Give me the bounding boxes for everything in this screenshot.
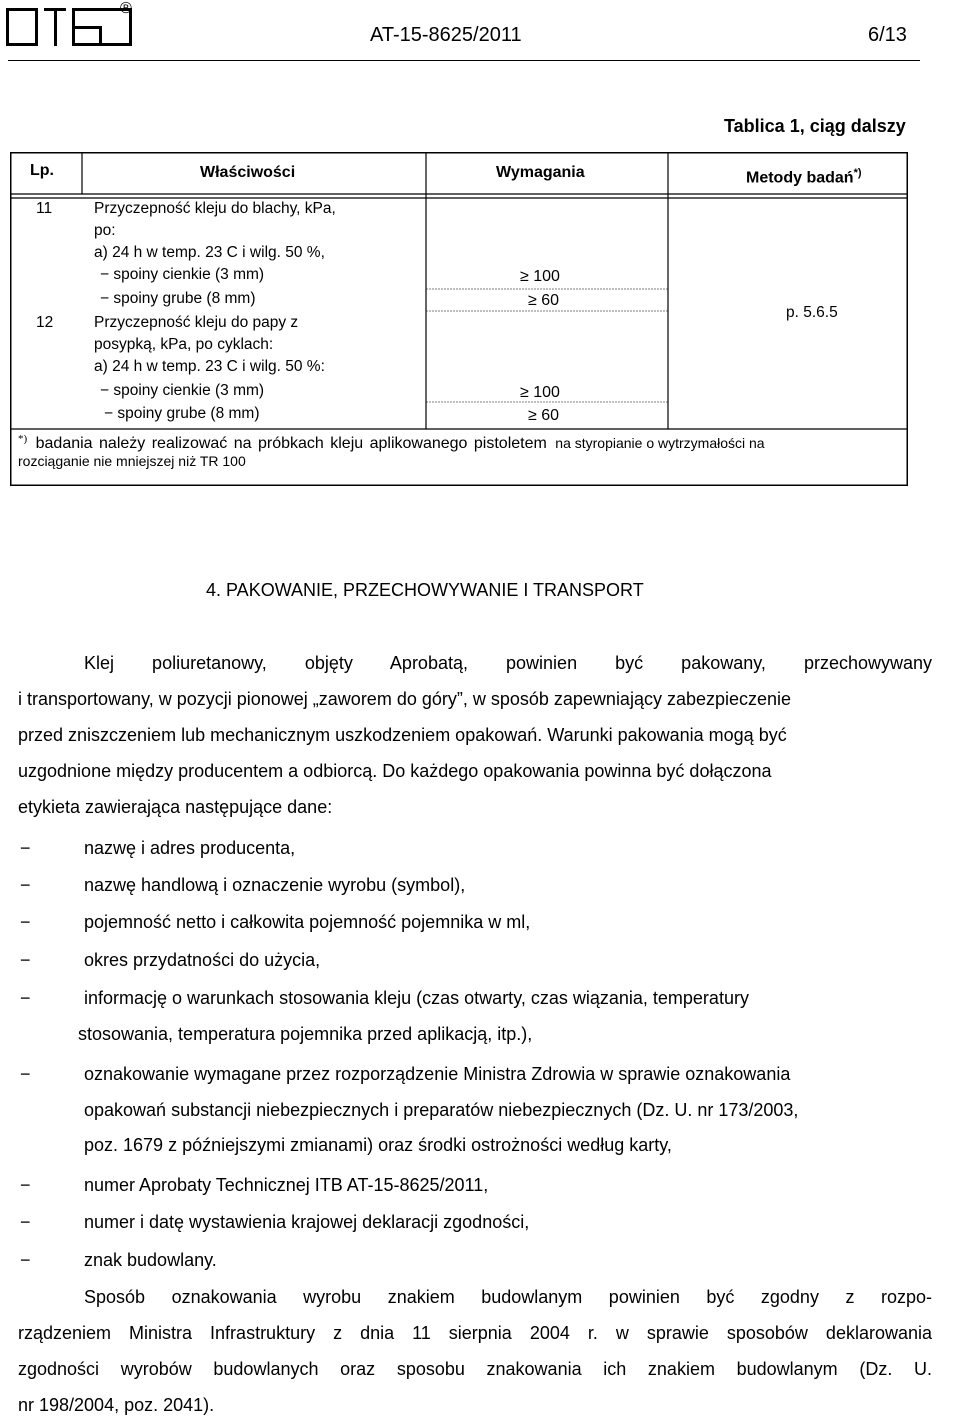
doc-number: AT-15-8625/2011 — [370, 24, 522, 46]
row-12-lp: 12 — [36, 314, 54, 331]
col-header-methods: Metody badań*) — [746, 167, 862, 187]
col-header-lp: Lp. — [30, 162, 54, 179]
para-1-line-3: przed zniszczeniem lub mechanicznym uszkodzeniem opakowań. Warunki pakowania mogą być — [18, 725, 787, 745]
row-12-line-1: Przyczepność kleju do papy z — [94, 314, 299, 331]
table-caption: Tablica 1, ciąg dalszy — [724, 116, 906, 136]
row-12-line-2: posypką, kPa, po cyklach: — [94, 336, 274, 353]
row-12-line-3: a) 24 h w temp. 23 C i wilg. 50 %: — [94, 358, 325, 375]
list-item-5-line-1: informację o warunkach stosowania kleju (czas otwarty, czas wiązania, temperatury — [84, 988, 749, 1008]
section-title: 4. PAKOWANIE, PRZECHOWYWANIE I TRANSPORT — [206, 580, 644, 600]
list-dash: − — [20, 912, 31, 932]
para-1-line-2: i transportowany, w pozycji pionowej „zaworem do góry”, w sposób zapewniający zabezpieczenie — [18, 689, 792, 709]
row-11-line-3: a) 24 h w temp. 23 C i wilg. 50 %, — [94, 244, 325, 261]
list-dash: − — [20, 1212, 31, 1232]
header-rule — [8, 60, 920, 61]
table-footnote-line-1: *) badania należy realizować na próbkach kleju aplikowanego pistoletem na styropianie o wytrzymałości na — [18, 433, 765, 453]
label-data-list — [0, 830, 960, 1280]
section-paragraph-2 — [18, 1279, 932, 1423]
row-11-lp: 11 — [36, 200, 53, 217]
list-item-6-line-2: opakowań substancji niebezpiecznych i preparatów niebezpiecznych (Dz. U. nr 173/2003, — [84, 1100, 799, 1120]
list-item-7: numer Aprobaty Technicznej ITB AT-15-8625/2011, — [84, 1175, 489, 1195]
row-12-line-4: − spoiny cienkie (3 mm) — [100, 382, 265, 399]
row-12-req-2: ≥ 60 — [528, 407, 560, 424]
para-1-line-5: etykieta zawierająca następujące dane: — [18, 797, 333, 817]
registered-mark: ® — [120, 0, 132, 17]
list-item-9: znak budowlany. — [84, 1250, 217, 1270]
row-11-line-1: Przyczepność kleju do blachy, kPa, — [94, 200, 336, 217]
list-item-3: pojemność netto i całkowita pojemność pojemnika w ml, — [84, 912, 531, 932]
list-item-2: nazwę handlową i oznaczenie wyrobu (symbol), — [84, 875, 466, 895]
list-item-1: nazwę i adres producenta, — [84, 838, 296, 858]
para-1-line-1: Klej poliuretanowy, objęty Aprobatą, powinien być pakowany, przechowywany — [84, 653, 932, 673]
para-2-line-4: nr 198/2004, poz. 2041). — [18, 1395, 215, 1415]
section-paragraph-1 — [18, 645, 932, 825]
method-value: p. 5.6.5 — [786, 304, 838, 321]
row-11-line-5: − spoiny grube (8 mm) — [100, 290, 256, 307]
list-dash: − — [20, 838, 31, 858]
list-dash: − — [20, 1175, 31, 1195]
list-dash: − — [20, 1064, 31, 1084]
list-item-8: numer i datę wystawienia krajowej deklaracji zgodności, — [84, 1212, 530, 1232]
list-dash: − — [20, 1250, 31, 1270]
list-item-6-line-1: oznakowanie wymagane przez rozporządzenie Ministra Zdrowia w sprawie oznakowania — [84, 1064, 791, 1084]
list-item-6-line-3: poz. 1679 z późniejszymi zmianami) oraz środki ostrożności według karty, — [84, 1135, 672, 1155]
list-dash: − — [20, 950, 31, 970]
row-11-req-1: ≥ 100 — [520, 268, 560, 285]
row-11-line-4: − spoiny cienkie (3 mm) — [100, 266, 265, 283]
page-number: 6/13 — [868, 24, 907, 46]
para-2-line-3: zgodności wyrobów budowlanych oraz sposobu znakowania ich znakiem budowlanym (Dz. U. — [18, 1359, 932, 1379]
row-11-line-2: po: — [94, 222, 116, 239]
table-footnote-line-2: rozciąganie nie mniejszej niż TR 100 — [18, 453, 246, 469]
col-header-properties: Właściwości — [200, 164, 296, 181]
logo-text — [6, 6, 136, 52]
list-item-4: okres przydatności do użycia, — [84, 950, 321, 970]
para-1-line-4: uzgodnione między producentem a odbiorcą. Do każdego opakowania powinna być dołączona — [18, 761, 772, 781]
row-12-req-1: ≥ 100 — [520, 384, 560, 401]
list-dash: − — [20, 988, 31, 1008]
col-header-requirements: Wymagania — [496, 164, 585, 181]
row-12-line-5: − spoiny grube (8 mm) — [104, 405, 260, 422]
para-2-line-2: rządzeniem Ministra Infrastruktury z dnia 11 sierpnia 2004 r. w sprawie sposobów deklarowania — [18, 1323, 932, 1343]
para-2-line-1: Sposób oznakowania wyrobu znakiem budowlanym powinien być zgodny z rozpo- — [84, 1287, 932, 1307]
list-dash: − — [20, 875, 31, 895]
list-item-5-line-2: stosowania, temperatura pojemnika przed aplikacją, itp.), — [78, 1024, 533, 1044]
row-11-req-2: ≥ 60 — [528, 292, 560, 309]
